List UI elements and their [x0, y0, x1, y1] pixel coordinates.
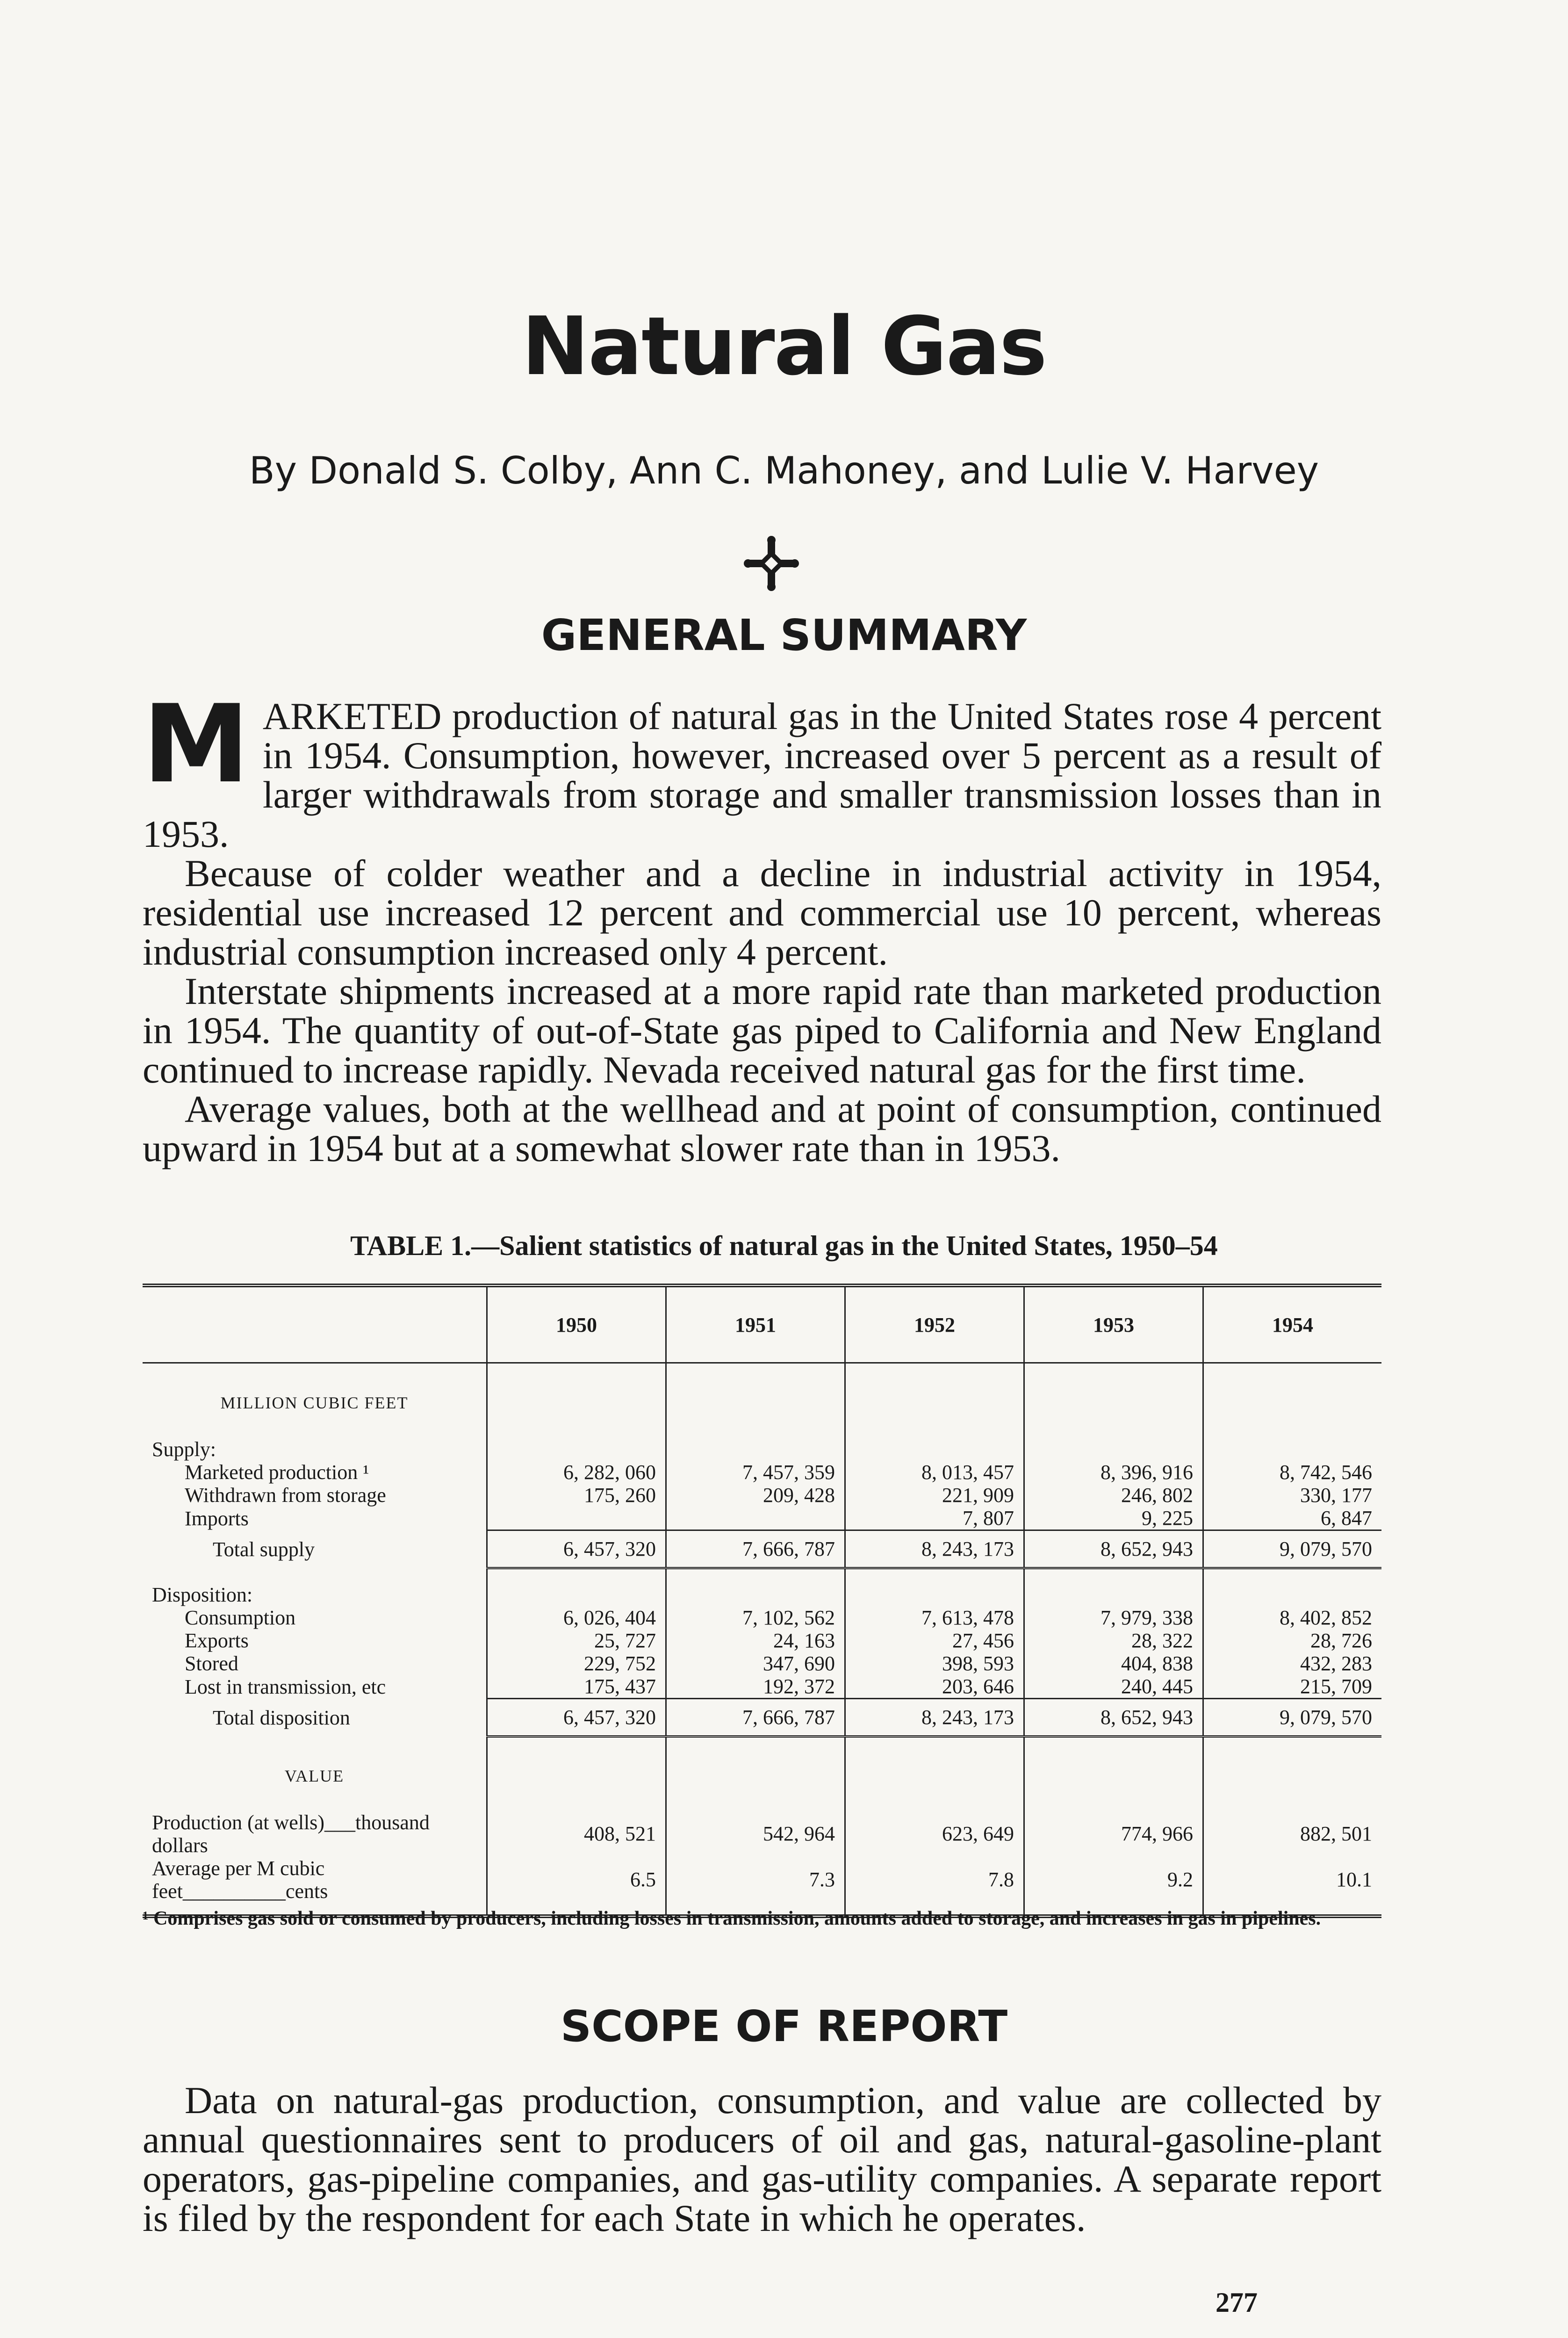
cell-value: 330, 177 [1203, 1484, 1382, 1507]
table-footnote: ¹ Comprises gas sold or consumed by producers, including losses in transmission, amounts added to storage, and increases in gas in pipelines. [143, 1908, 1321, 1929]
table-title: TABLE 1.—Salient statistics of natural gas in the United States, 1950–54 [350, 1230, 1218, 1261]
cell-value: 7, 457, 359 [666, 1461, 845, 1484]
cell-value [666, 1507, 845, 1530]
table-header-row [143, 1285, 1381, 1363]
cell-value: 246, 802 [1024, 1484, 1203, 1507]
cell-value: 25, 727 [487, 1629, 666, 1652]
cell-value: 6, 847 [1203, 1507, 1382, 1530]
cell-value: 398, 593 [845, 1652, 1024, 1675]
table-row [143, 1675, 1381, 1699]
row-label: Average per M cubic feet__________cents [143, 1857, 487, 1916]
row-label: Lost in transmission, etc [185, 1675, 386, 1698]
cell-value: 432, 283 [1203, 1652, 1382, 1675]
table-row [143, 1484, 1381, 1507]
cell-value: 7, 979, 338 [1024, 1606, 1203, 1629]
cell-value: 408, 521 [487, 1811, 666, 1857]
row-label: Withdrawn from storage [185, 1484, 386, 1507]
table-row [143, 1857, 1381, 1916]
table-row [143, 1606, 1381, 1629]
section-heading-general-summary: GENERAL SUMMARY [541, 610, 1027, 660]
cell-value: 175, 260 [487, 1484, 666, 1507]
year-header: 1953 [1024, 1285, 1203, 1363]
cell-value: 7.8 [845, 1857, 1024, 1916]
header-stub [143, 1285, 487, 1363]
cell-value: 7, 102, 562 [666, 1606, 845, 1629]
row-label: Marketed production ¹ [185, 1461, 369, 1484]
cell-value: 28, 322 [1024, 1629, 1203, 1652]
cell-value: 6.5 [487, 1857, 666, 1916]
cell-value: 404, 838 [1024, 1652, 1203, 1675]
page-number: 277 [1216, 2287, 1258, 2318]
cell-value: 882, 501 [1203, 1811, 1382, 1857]
cell-value: 215, 709 [1203, 1675, 1382, 1699]
table-row [143, 1507, 1381, 1530]
cell-value: 347, 690 [666, 1652, 845, 1675]
table-row [143, 1811, 1381, 1857]
table-row [143, 1583, 1381, 1606]
drop-cap: M [143, 682, 250, 807]
cell-value: 9, 225 [1024, 1507, 1203, 1530]
cell-value: 7, 666, 787 [666, 1699, 845, 1737]
summary-text [143, 682, 1381, 1169]
cell-value: 229, 752 [487, 1652, 666, 1675]
cell-value: 9, 079, 570 [1203, 1699, 1382, 1737]
row-group-label: Disposition: [152, 1583, 253, 1606]
section-heading-scope: SCOPE OF REPORT [560, 2001, 1008, 2051]
unit-subheading: VALUE [284, 1766, 345, 1785]
row-label: Stored [185, 1652, 238, 1675]
cell-value: 203, 646 [845, 1675, 1024, 1699]
scope-text [143, 2081, 1381, 2238]
cell-value: 27, 456 [845, 1629, 1024, 1652]
salient-statistics-table [143, 1284, 1381, 1918]
cell-value: 221, 909 [845, 1484, 1024, 1507]
table-total-row [143, 1530, 1381, 1568]
table-row [143, 1629, 1381, 1652]
scope-paragraph-1: Data on natural-gas production, consumption, and value are collected by annual questionnaires sent to producers of oil and gas, natural-gasoline-plant operators, gas-pipeline companies, and gas-utility companies. A separate report is filed by the respondent for each State in which he operates. [143, 2079, 1381, 2239]
cell-value: 209, 428 [666, 1484, 845, 1507]
cell-value: 8, 652, 943 [1024, 1530, 1203, 1568]
year-header: 1950 [487, 1285, 666, 1363]
table-total-row [143, 1699, 1381, 1737]
table-row [143, 1652, 1381, 1675]
cell-value: 6, 282, 060 [487, 1461, 666, 1484]
cell-value: 8, 243, 173 [845, 1530, 1024, 1568]
summary-paragraph-4: Average values, both at the wellhead and at point of consumption, continued upward in 1954 but at a somewhat slower rate than in 1953. [143, 1088, 1381, 1169]
cell-value: 774, 966 [1024, 1811, 1203, 1857]
cell-value: 6, 457, 320 [487, 1699, 666, 1737]
row-label: Imports [185, 1507, 249, 1530]
authors-line: By Donald S. Colby, Ann C. Mahoney, and Lulie V. Harvey [249, 449, 1319, 492]
cell-value: 542, 964 [666, 1811, 845, 1857]
cell-value: 7, 613, 478 [845, 1606, 1024, 1629]
cell-value: 8, 652, 943 [1024, 1699, 1203, 1737]
cell-value: 10.1 [1203, 1857, 1382, 1916]
cell-value: 623, 649 [845, 1811, 1024, 1857]
cell-value: 8, 402, 852 [1203, 1606, 1382, 1629]
summary-paragraph-3: Interstate shipments increased at a more rapid rate than marketed production in 1954. The quantity of out-of-State gas piped to California and New England continued to increase rapidly. Nevada received natural gas for the first time. [143, 970, 1381, 1091]
cell-value: 240, 445 [1024, 1675, 1203, 1699]
cell-value: 8, 013, 457 [845, 1461, 1024, 1484]
cell-value: 6, 457, 320 [487, 1530, 666, 1568]
page-title: Natural Gas [521, 299, 1047, 393]
row-label: Total supply [213, 1537, 315, 1561]
summary-paragraph-2: Because of colder weather and a decline in industrial activity in 1954, residential use increased 12 percent and commercial use 10 percent, whereas industrial consumption increased only 4 percent. [143, 852, 1381, 973]
cell-value: 7, 666, 787 [666, 1530, 845, 1568]
cell-value: 8, 396, 916 [1024, 1461, 1203, 1484]
table-row [143, 1461, 1381, 1484]
row-group-label: Supply: [152, 1438, 216, 1461]
row-label: Exports [185, 1629, 249, 1652]
year-header: 1954 [1203, 1285, 1382, 1363]
cell-value: 192, 372 [666, 1675, 845, 1699]
cell-value: 28, 726 [1203, 1629, 1382, 1652]
cell-value: 9, 079, 570 [1203, 1530, 1382, 1568]
row-label: Consumption [185, 1606, 296, 1629]
unit-subheading-row [143, 1737, 1381, 1811]
cell-value: 9.2 [1024, 1857, 1203, 1916]
unit-subheading-row [143, 1363, 1381, 1438]
row-label: Total disposition [213, 1706, 350, 1729]
row-label: Production (at wells)___thousand dollars [152, 1811, 430, 1857]
unit-subheading: MILLION CUBIC FEET [220, 1393, 409, 1412]
year-header: 1951 [666, 1285, 845, 1363]
cell-value: 24, 163 [666, 1629, 845, 1652]
summary-paragraph-1: MARKETED production of natural gas in the United States rose 4 percent in 1954. Consumption, however, increased over 5 percent as a result of larger withdrawals from storage and smaller transmission losses than in 1953. [143, 682, 1381, 855]
cell-value: 7.3 [666, 1857, 845, 1916]
cell-value: 8, 243, 173 [845, 1699, 1024, 1737]
cell-value: 6, 026, 404 [487, 1606, 666, 1629]
ornament-icon [743, 535, 799, 592]
cell-value [487, 1507, 666, 1530]
cell-value: 7, 807 [845, 1507, 1024, 1530]
cell-value: 175, 437 [487, 1675, 666, 1699]
year-header: 1952 [845, 1285, 1024, 1363]
table-row [143, 1438, 1381, 1461]
cell-value: 8, 742, 546 [1203, 1461, 1382, 1484]
